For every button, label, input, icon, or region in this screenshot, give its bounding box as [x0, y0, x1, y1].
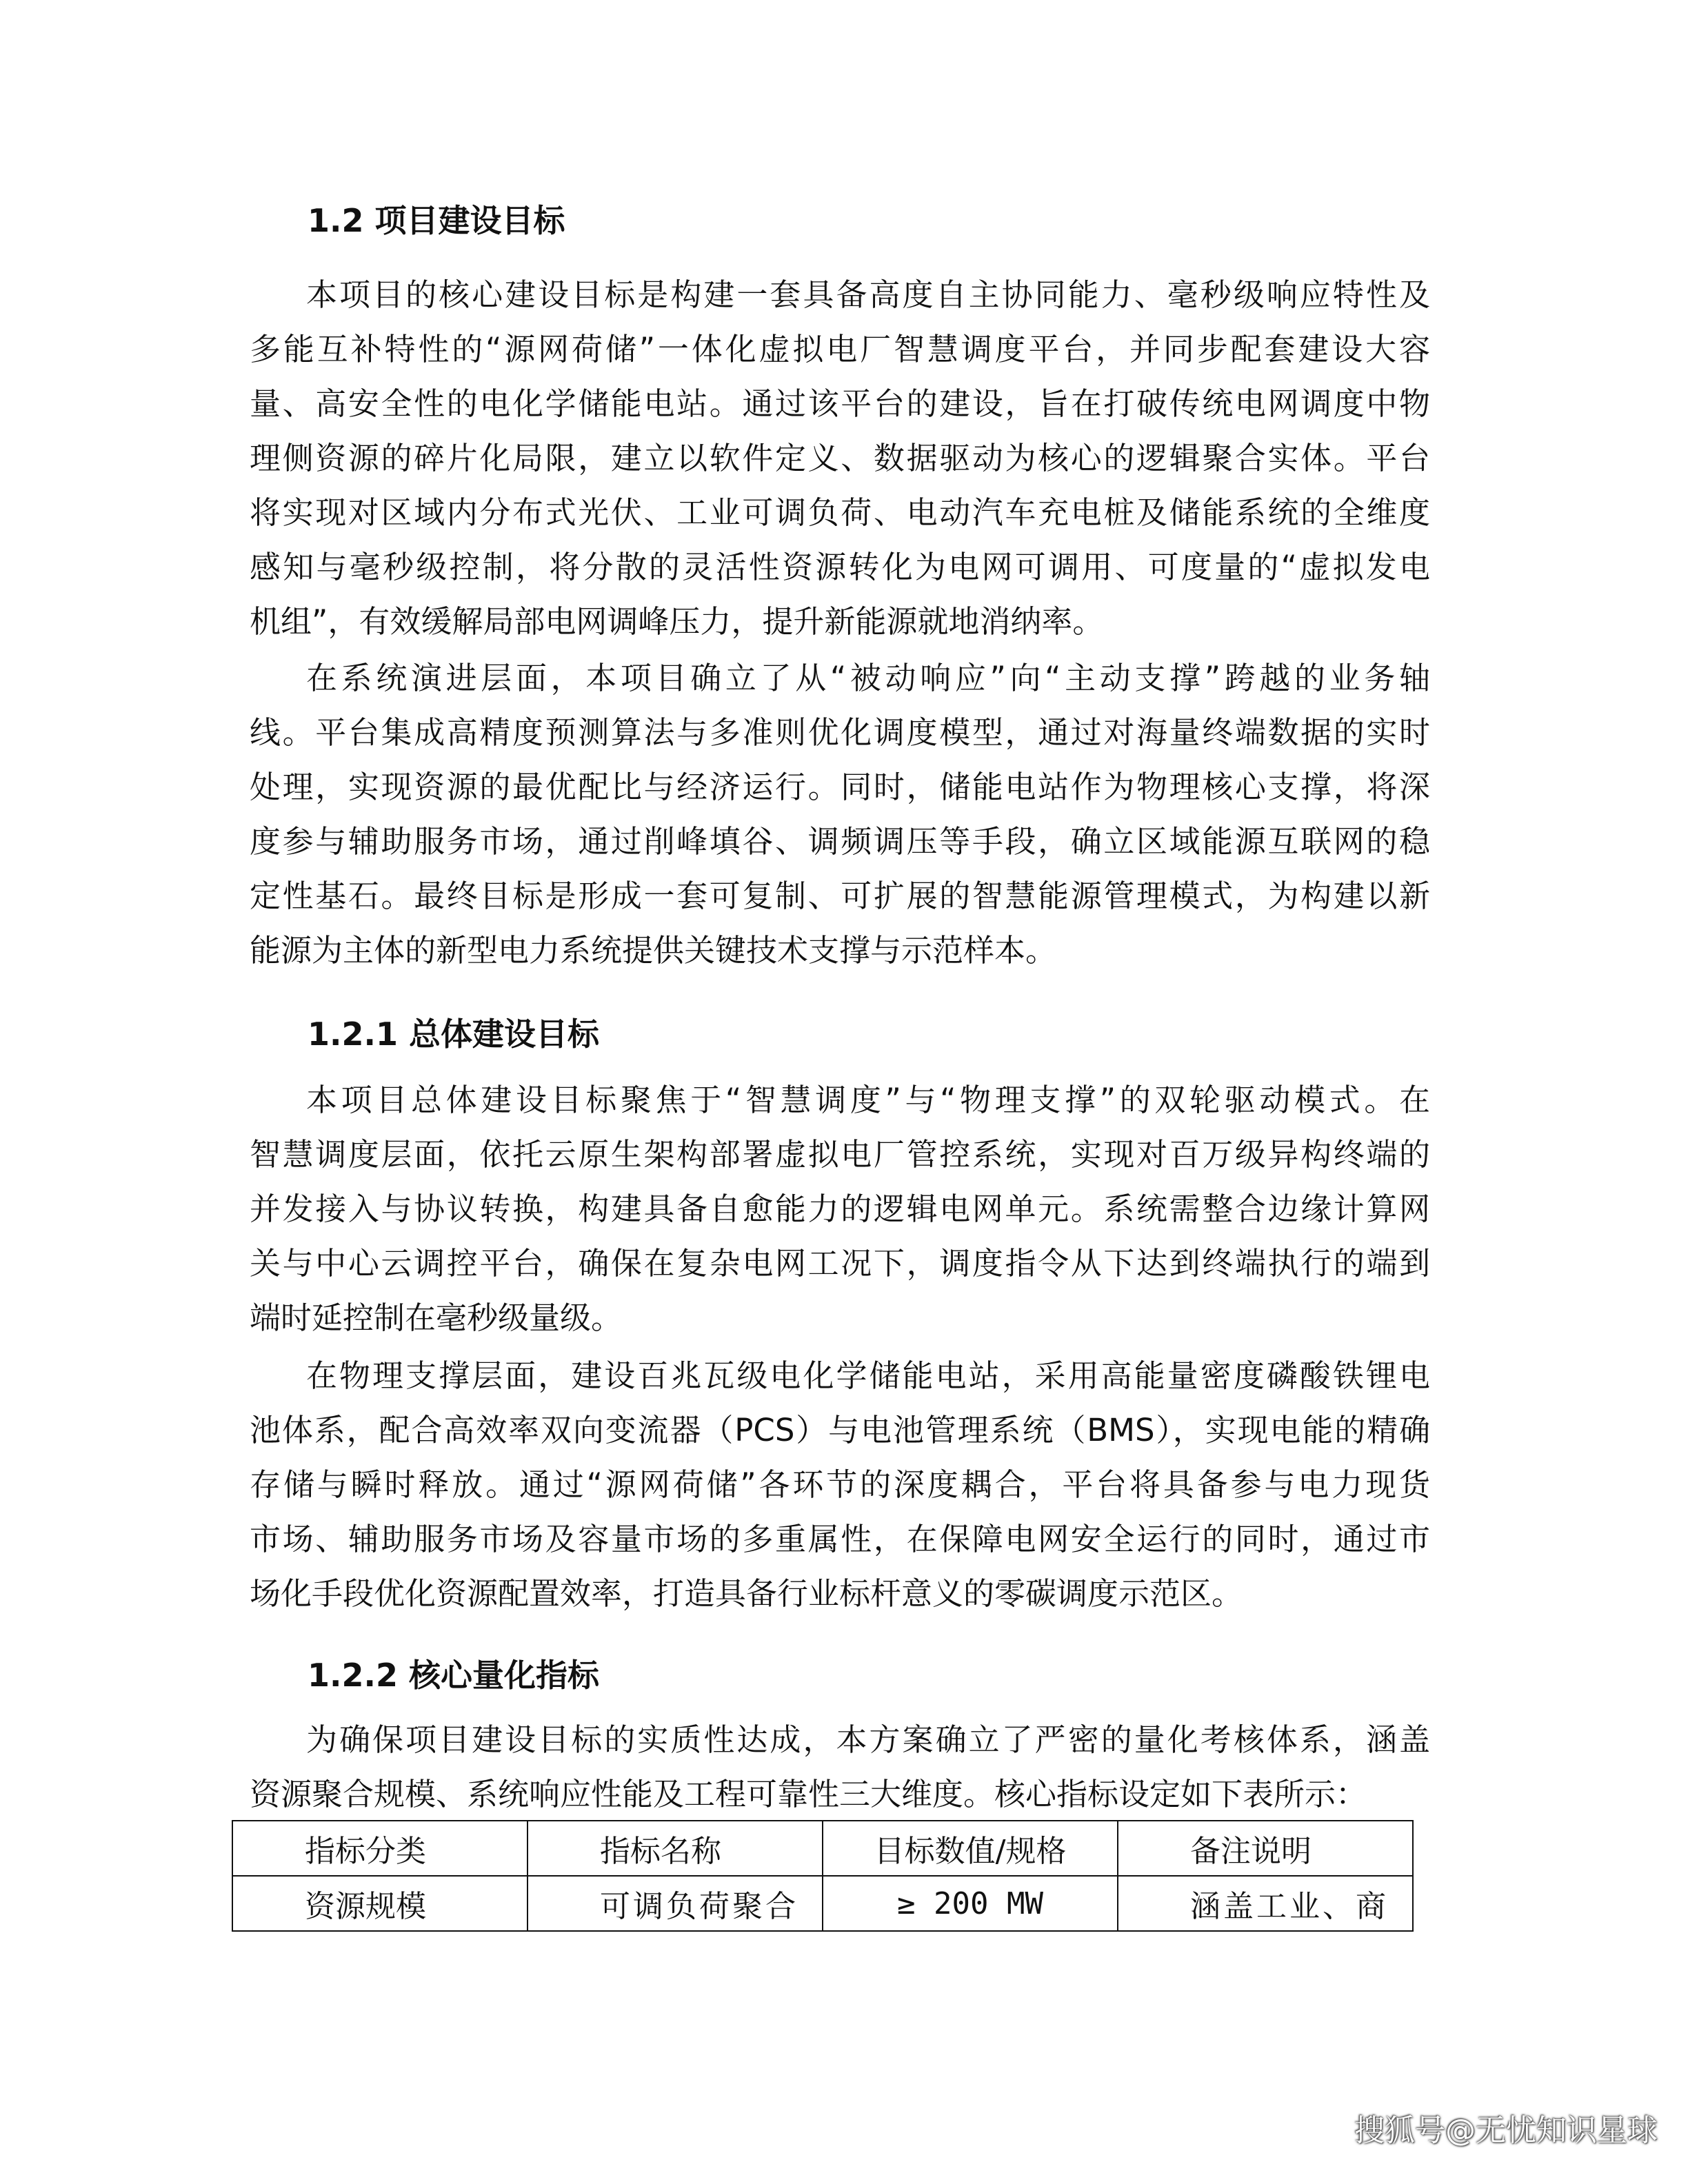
watermark-text: 搜狐号@无忧知识星球: [1354, 2113, 1658, 2148]
table-cell: 可调负荷聚合: [528, 1876, 823, 1931]
table-header-row: [232, 1821, 1413, 1876]
text-line: 在物理支撑层面，建设百兆瓦级电化学储能电站，采用高能量密度磷酸铁锂电: [306, 1357, 1430, 1394]
paragraph-1-2-2-intro: [250, 1712, 1430, 1821]
text-line: 在系统演进层面，本项目确立了从“被动响应”向“主动支撑”跨越的业务轴: [306, 660, 1430, 696]
text-line: 处理，实现资源的最优配比与经济运行。同时，储能电站作为物理核心支撑，将深: [250, 769, 1430, 805]
text-line: 机组”，有效缓解局部电网调峰压力，提升新能源就地消纳率。: [250, 603, 1104, 640]
table-header-cell: 指标名称: [528, 1821, 823, 1876]
paragraph-1-2-1-smart: [250, 1073, 1430, 1345]
text-line: 定性基石。最终目标是形成一套可复制、可扩展的智慧能源管理模式，为构建以新: [250, 878, 1430, 914]
text-line: 理侧资源的碎片化局限，建立以软件定义、数据驱动为核心的逻辑聚合实体。平台: [250, 440, 1430, 476]
table-header-cell: 指标分类: [232, 1821, 528, 1876]
text-line: 资源聚合规模、系统响应性能及工程可靠性三大维度。核心指标设定如下表所示：: [250, 1776, 1367, 1812]
table-cell: 资源规模: [232, 1876, 528, 1931]
text-line: 并发接入与协议转换，构建具备自愈能力的逻辑电网单元。系统需整合边缘计算网: [250, 1191, 1430, 1227]
text-line: 端时延控制在毫秒级量级。: [250, 1300, 623, 1336]
paragraph-1-2-1-physical: [250, 1348, 1430, 1621]
text-line: 将实现对区域内分布式光伏、工业可调负荷、电动汽车充电桩及储能系统的全维度: [250, 494, 1430, 531]
text-line: 感知与毫秒级控制，将分散的灵活性资源转化为电网可调用、可度量的“虚拟发电: [250, 549, 1430, 585]
section-heading-1-2-1: 1.2.1 总体建设目标: [308, 1015, 599, 1053]
table-cell: ≥ 200 MW: [823, 1876, 1118, 1931]
section-heading-1-2-2: 1.2.2 核心量化指标: [308, 1657, 599, 1694]
table-cell: 涵盖工业、商: [1118, 1876, 1413, 1931]
text-line: 市场、辅助服务市场及容量市场的多重属性，在保障电网安全运行的同时，通过市: [250, 1521, 1430, 1557]
text-line: 度参与辅助服务市场，通过削峰填谷、调频调压等手段，确立区域能源互联网的稳: [250, 823, 1430, 860]
table-header-cell: 目标数值/规格: [823, 1821, 1118, 1876]
text-line: 线。平台集成高精度预测算法与多准则优化调度模型，通过对海量终端数据的实时: [250, 714, 1430, 751]
text-line: 智慧调度层面，依托云原生架构部署虚拟电厂管控系统，实现对百万级异构终端的: [250, 1136, 1430, 1173]
text-line: 场化手段优化资源配置效率，打造具备行业标杆意义的零碳调度示范区。: [250, 1575, 1243, 1612]
paragraph-1-2-evolution: [250, 651, 1430, 978]
text-line: 本项目总体建设目标聚焦于“智慧调度”与“物理支撑”的双轮驱动模式。在: [306, 1082, 1430, 1118]
table-row: [232, 1876, 1413, 1931]
table-header-cell: 备注说明: [1118, 1821, 1413, 1876]
metrics-table: [232, 1820, 1414, 1932]
text-line: 量、高安全性的电化学储能电站。通过该平台的建设，旨在打破传统电网调度中物: [250, 385, 1430, 422]
section-heading-1-2: 1.2 项目建设目标: [308, 202, 565, 239]
text-line: 池体系，配合高效率双向变流器（PCS）与电池管理系统（BMS），实现电能的精确: [250, 1412, 1430, 1448]
paragraph-1-2-intro: [250, 267, 1430, 649]
text-line: 为确保项目建设目标的实质性达成，本方案确立了严密的量化考核体系，涵盖: [306, 1721, 1430, 1758]
text-line: 能源为主体的新型电力系统提供关键技术支撑与示范样本。: [250, 932, 1057, 969]
text-line: 存储与瞬时释放。通过“源网荷储”各环节的深度耦合，平台将具备参与电力现货: [250, 1466, 1430, 1503]
text-line: 本项目的核心建设目标是构建一套具备高度自主协同能力、毫秒级响应特性及: [306, 276, 1430, 313]
text-line: 多能互补特性的“源网荷储”一体化虚拟电厂智慧调度平台，并同步配套建设大容: [250, 331, 1430, 367]
text-line: 关与中心云调控平台，确保在复杂电网工况下，调度指令从下达到终端执行的端到: [250, 1245, 1430, 1282]
